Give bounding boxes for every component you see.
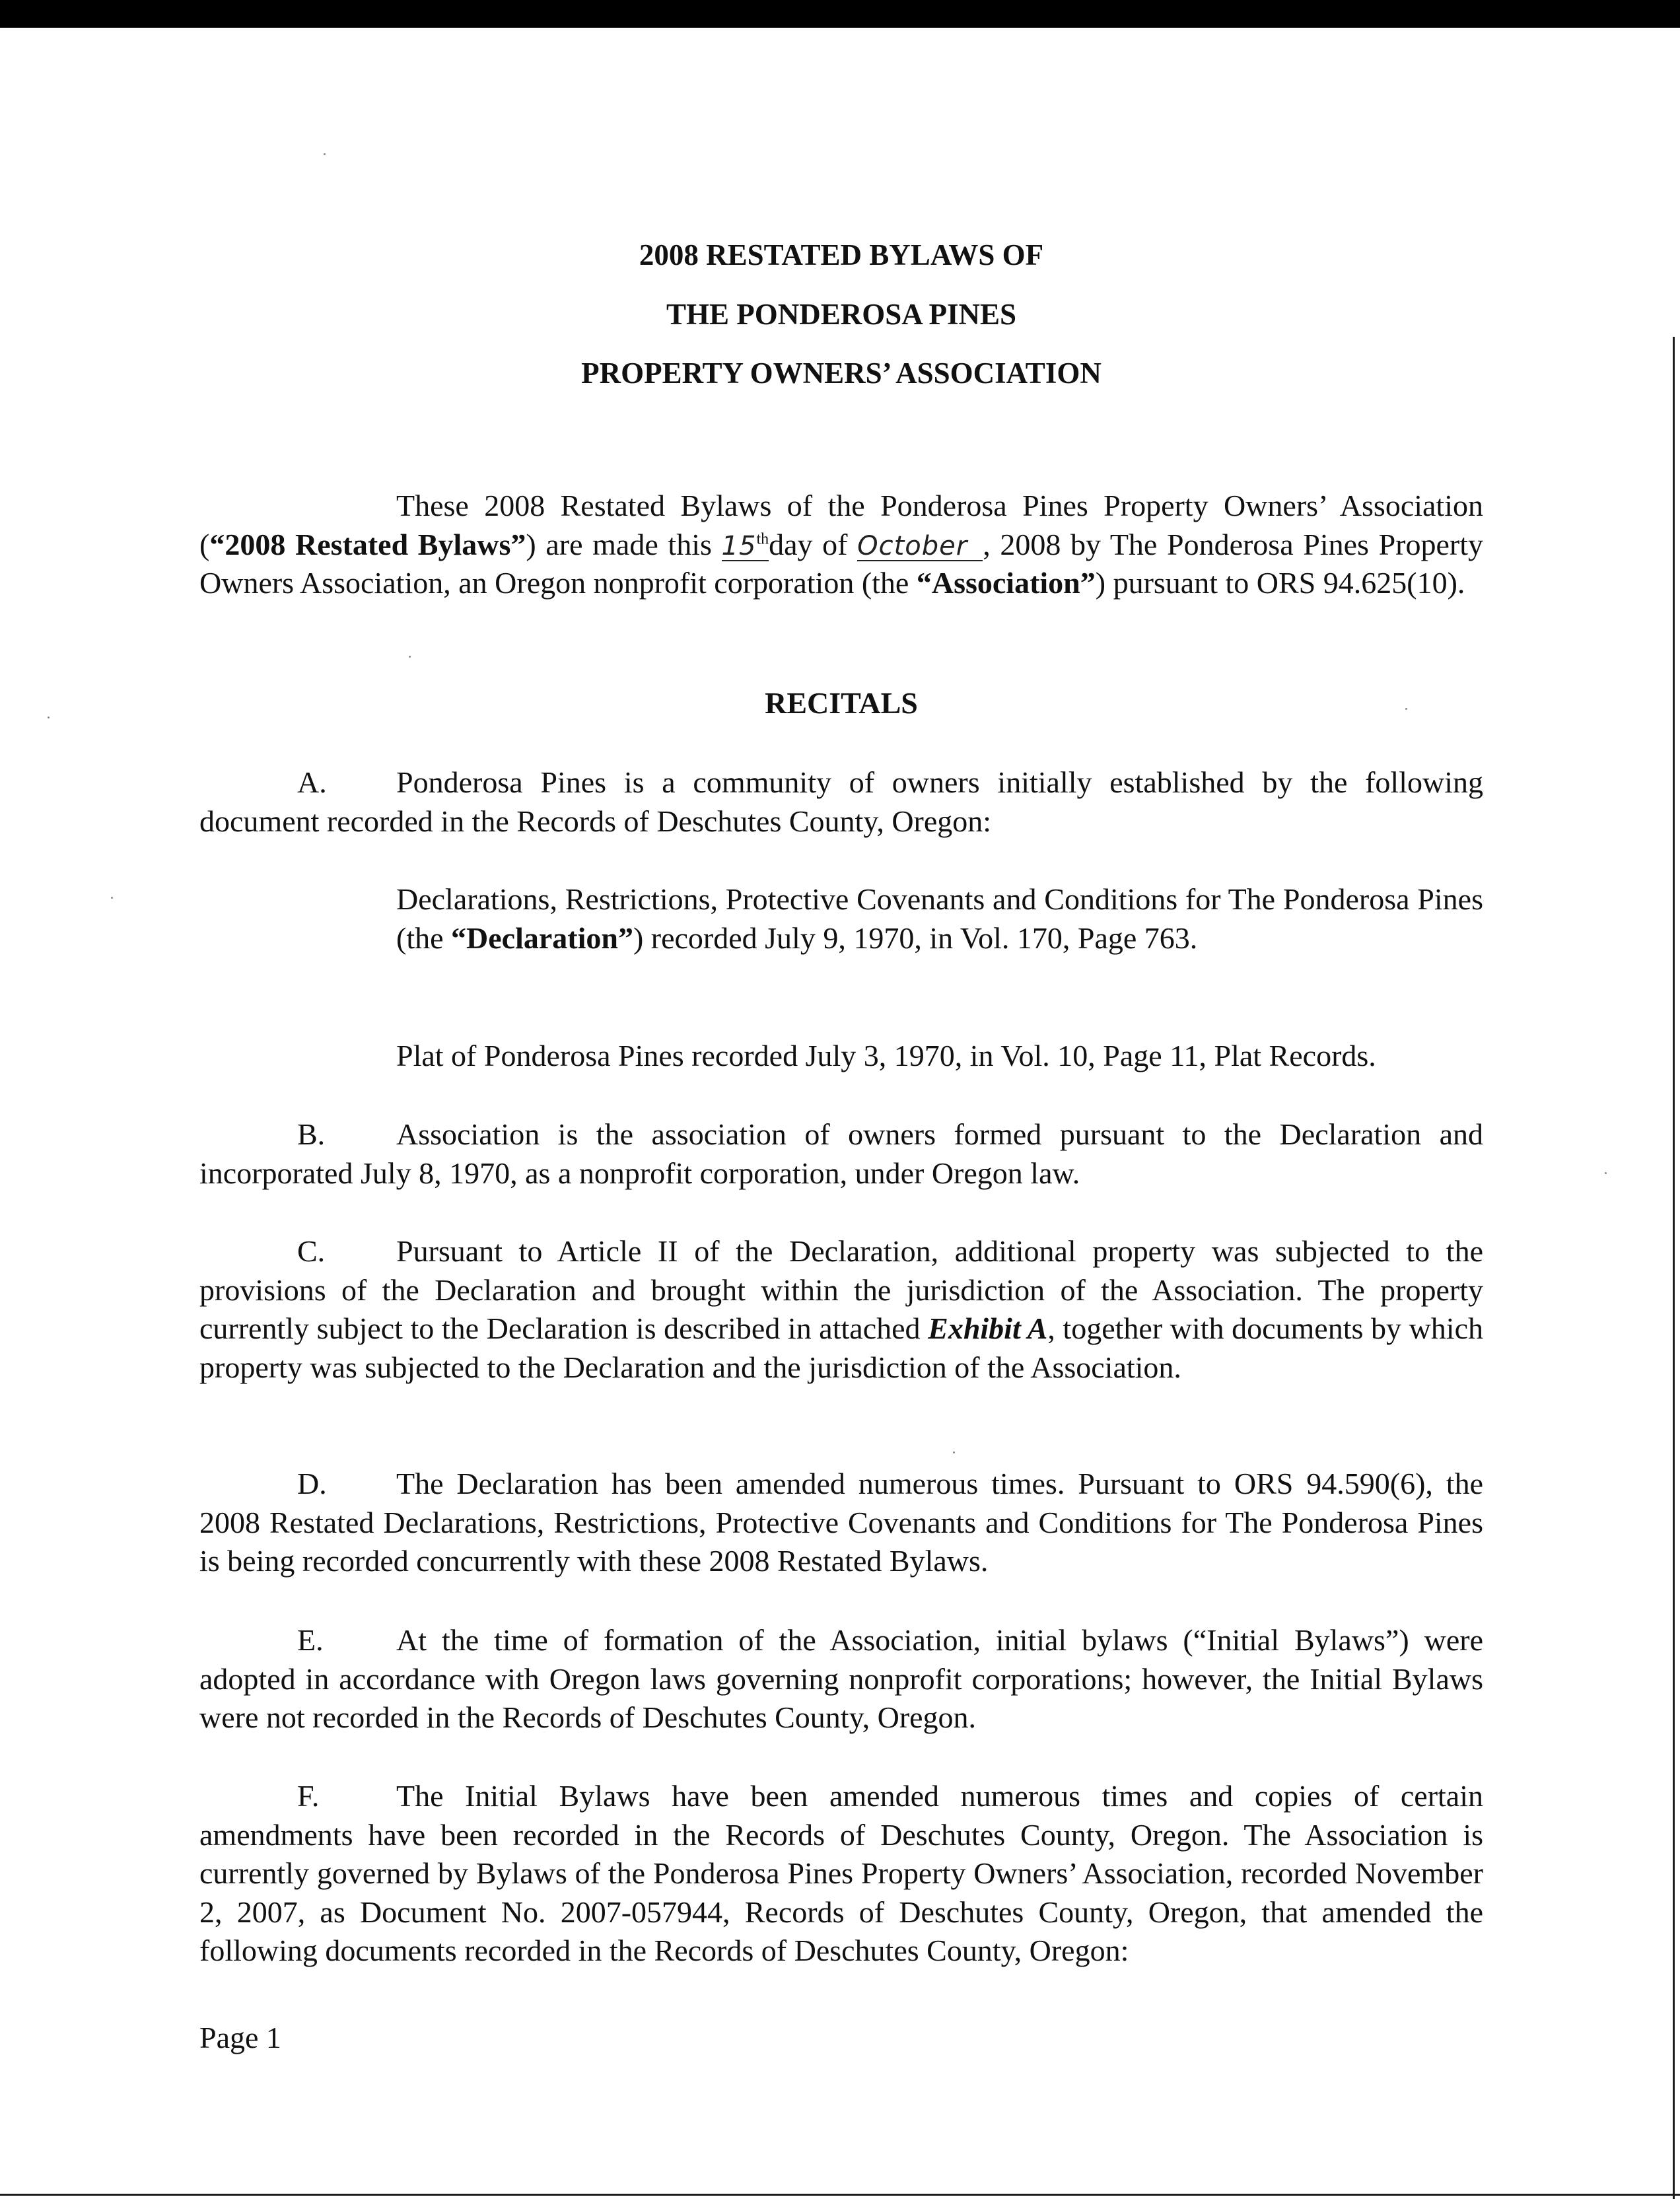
recital-e: E. At the time of formation of the Association, initial bylaws (“Initial Bylaws”) were adopted in accordance with Oregon laws governing nonprofit corporations; however, the Initial Bylaws were not recorded in the Records of Deschutes County, Oregon. — [199, 1621, 1483, 1737]
recital-b: B. Association is the association of owners formed pursuant to the Declaration and incorporated July 8, 1970, as a nonprofit corporation, under Oregon law. — [199, 1115, 1483, 1193]
recital-d: D. The Declaration has been amended numerous times. Pursuant to ORS 94.590(6), the 2008 Restated Declarations, Restrictions, Protective Covenants and Conditions for The Ponderosa Pines is being recorded concurrently with these 2008 Restated Bylaws. — [199, 1465, 1483, 1581]
recital-label: E. — [297, 1623, 324, 1657]
defined-term-restated-bylaws: “2008 Restated Bylaws” — [209, 527, 526, 561]
recital-f: F. The Initial Bylaws have been amended numerous times and copies of certain amendments have been recorded in the Records of Deschutes County, Oregon. The Association is currently governed by Bylaws of the Ponderosa Pines Property Owners’ Association, recorded November 2, 2007, as Document No. 2007-057944, Records of Deschutes County, Oregon, that amended the following documents recorded in the Records of Deschutes County, Oregon: — [199, 1777, 1483, 1971]
scan-speck — [409, 656, 411, 658]
handwritten-day-field — [722, 530, 769, 561]
scan-bottom-edge — [0, 2194, 1680, 2196]
scan-speck — [111, 897, 113, 899]
defined-term-declaration: “Declaration” — [451, 921, 633, 955]
scan-speck — [324, 153, 326, 155]
recital-label: B. — [297, 1117, 326, 1151]
scan-speck — [1605, 1172, 1607, 1174]
handwritten-month: October — [857, 530, 968, 561]
recital-a: A. Ponderosa Pines is a community of owners initially established by the following document recorded in the Records of Deschutes County, Oregon: — [199, 763, 1483, 841]
scan-speck — [48, 716, 50, 718]
title-line-3: PROPERTY OWNERS’ ASSOCIATION — [581, 357, 1102, 390]
scan-speck — [953, 1451, 955, 1453]
recital-label: F. — [297, 1779, 320, 1813]
page-number: Page 1 — [199, 2021, 281, 2054]
handwritten-month-field — [857, 530, 983, 561]
recitals-heading: RECITALS — [765, 686, 918, 720]
intro-paragraph: These 2008 Restated Bylaws of the Ponderosa Pines Property Owners’ Association (“2008 Restated Bylaws”) are made this 15thday of October , 2008 by The Ponderosa Pines Property Owners Association, an Oregon nonprofit corporation (the “Association”) pursuant to ORS 94.625(10). — [199, 489, 1484, 600]
scan-right-edge — [1673, 337, 1675, 2199]
recital-label: A. — [297, 765, 327, 799]
defined-term-association: “Association” — [916, 566, 1096, 600]
recorded-document-declaration: Declarations, Restrictions, Protective Covenants and Conditions for The Ponderosa Pines (the “Declaration”) recorded July 9, 1970, in Vol. 170, Page 763. — [396, 882, 1483, 955]
recital-label: D. — [297, 1467, 327, 1500]
handwritten-day: 15 — [721, 530, 757, 561]
exhibit-reference: Exhibit A — [928, 1311, 1048, 1345]
scan-top-border — [0, 0, 1680, 28]
recital-c: C. Pursuant to Article II of the Declaration, additional property was subjected to the provisions of the Declaration and brought within the jurisdiction of the Association. The property currently subject to the Declaration is described in attached Exhibit A, together with documents by which property was subjected to the Declaration and the jurisdiction of the Association. — [199, 1232, 1483, 1387]
recorded-document-plat: Plat of Ponderosa Pines recorded July 3, 1970, in Vol. 10, Page 11, Plat Records. — [396, 1039, 1376, 1072]
title-line-2: THE PONDEROSA PINES — [666, 298, 1017, 331]
day-suffix: th — [756, 530, 769, 548]
title-line-1: 2008 RESTATED BYLAWS OF — [639, 238, 1044, 271]
recital-label: C. — [297, 1234, 326, 1268]
